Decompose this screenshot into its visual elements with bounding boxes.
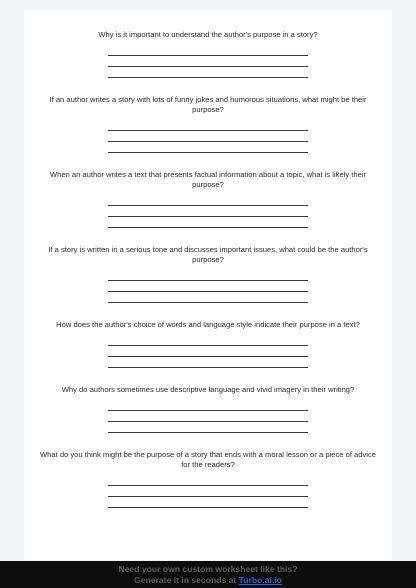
question-block bbox=[38, 245, 378, 303]
question-block bbox=[38, 95, 378, 153]
footer-cta-text: Generate it in seconds at bbox=[134, 575, 239, 585]
question-block bbox=[38, 30, 378, 78]
question-text: If a story is written in a serious tone and discusses important issues, what could be the author's purpose? bbox=[48, 245, 368, 264]
promo-footer bbox=[0, 561, 416, 588]
question-block bbox=[38, 450, 378, 508]
answer-line[interactable] bbox=[108, 217, 308, 228]
answer-lines bbox=[108, 45, 308, 78]
answer-line[interactable] bbox=[108, 142, 308, 153]
answer-lines bbox=[108, 195, 308, 228]
answer-lines bbox=[108, 400, 308, 433]
answer-line[interactable] bbox=[108, 131, 308, 142]
answer-line[interactable] bbox=[108, 346, 308, 357]
answer-line[interactable] bbox=[108, 486, 308, 497]
answer-line[interactable] bbox=[108, 475, 308, 486]
answer-lines bbox=[108, 475, 308, 508]
question-block bbox=[38, 170, 378, 228]
answer-lines bbox=[108, 120, 308, 153]
question-text: If an author writes a story with lots of funny jokes and humorous situations, what might be their purpose? bbox=[49, 95, 367, 114]
answer-line[interactable] bbox=[108, 292, 308, 303]
answer-line[interactable] bbox=[108, 270, 308, 281]
answer-lines bbox=[108, 270, 308, 303]
answer-lines bbox=[108, 335, 308, 368]
footer-cta bbox=[0, 575, 416, 586]
answer-line[interactable] bbox=[108, 335, 308, 346]
answer-line[interactable] bbox=[108, 411, 308, 422]
answer-line[interactable] bbox=[108, 400, 308, 411]
answer-line[interactable] bbox=[108, 497, 308, 508]
footer-headline: Need your own custom worksheet like this? bbox=[118, 564, 298, 574]
worksheet-page bbox=[24, 10, 392, 560]
answer-line[interactable] bbox=[108, 357, 308, 368]
question-block bbox=[38, 385, 378, 433]
question-text: When an author writes a text that presents factual information about a topic, what is likely their purpose? bbox=[49, 170, 367, 189]
answer-line[interactable] bbox=[108, 67, 308, 78]
answer-line[interactable] bbox=[108, 56, 308, 67]
answer-line[interactable] bbox=[108, 281, 308, 292]
answer-line[interactable] bbox=[108, 45, 308, 56]
question-block bbox=[38, 320, 378, 368]
answer-line[interactable] bbox=[108, 195, 308, 206]
answer-line[interactable] bbox=[108, 206, 308, 217]
question-text: How does the author's choice of words and language style indicate their purpose in a text? bbox=[56, 320, 360, 329]
answer-line[interactable] bbox=[108, 120, 308, 131]
question-text: Why do authors sometimes use descriptive language and vivid imagery in their writing? bbox=[61, 385, 355, 394]
answer-line[interactable] bbox=[108, 422, 308, 433]
question-text: Why is it important to understand the author's purpose in a story? bbox=[98, 30, 318, 39]
question-text: What do you think might be the purpose of a story that ends with a moral lesson or a piece of advice for the readers? bbox=[40, 450, 376, 469]
footer-link[interactable]: Turbo.ai.io bbox=[238, 575, 282, 585]
